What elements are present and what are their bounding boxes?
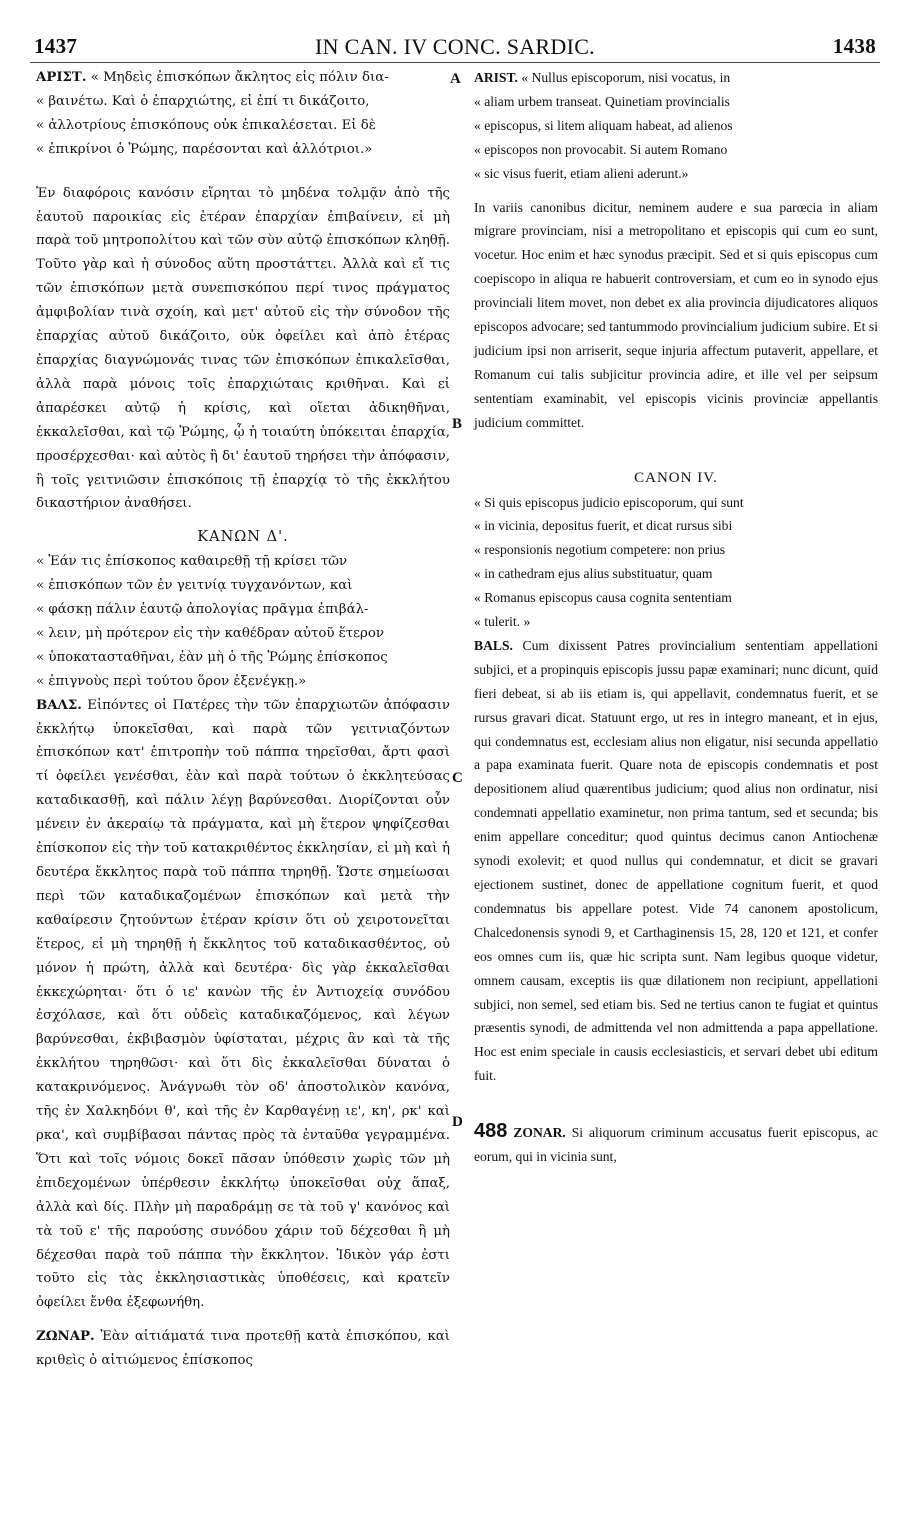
greek-canon-text: « Ἐάν τις ἐπίσκοπος καθαιρεθῇ τῇ κρίσει τῶν « ἐπισκόπων τῶν ἐν γειτνίᾳ τυγχανόντων, καὶ « φάσκῃ πάλιν ἑαυτῷ ἀπολογίας πρᾶγμα ἐπιβάλ- « λειν, μὴ πρότερον εἰς τὴν καθέδραν αὐτοῦ ἕτερον « ὑποκατασταθῆναι, ἐὰν μὴ ὁ τῆς Ῥώμης ἐπίσκοπος « ἐπιγνοὺς περὶ τούτου ὅρον ἐξενέγκῃ.»	[36, 554, 388, 689]
greek-zonar-paragraph	[36, 1325, 450, 1373]
greek-arist-label: ΑΡΙΣΤ.	[36, 70, 87, 85]
latin-canon-text: « Si quis episcopus judicio episcoporum, qui sunt « in vicinia, depositus fuerit, et dicat rursus sibi « responsionis negotium competere: non prius « in cathedram ejus alius substituatur, quam « Romanus episcopus causa cognita sententiam « tulerit. »	[474, 494, 744, 630]
greek-bals-label: ΒΑΛΣ.	[36, 697, 82, 713]
greek-zonar-label: ΖΩΝΑΡ.	[36, 1329, 95, 1345]
page-number-right: 1438	[832, 34, 876, 58]
latin-zonar-text: Si aliquorum criminum accusatus fuerit episcopus, ac eorum, qui in vicinia sunt,	[474, 1125, 878, 1165]
latin-column	[474, 66, 878, 1169]
latin-bals-text: Cum dixissent Patres provincialium sententiam appellationi subjici, et a propinquis episcopis jussu papæ examinari; nunc dicunt, quid fieri debeat, si ab iis etiam is, qui appellavit, condemnatus fuerit, et se rursus gravari dicat. Statuunt ergo, ut res in integro maneant, et in ejus, qui condemnatus est, ecclesiam alius non eligatur, nisi secunda appellatio a papa examinata fuerit. Quare nota de episcopis condemnatis et post depositionem aliud quærentibus judicium; quod alius non ordinatur, nisi condemnati appellatio examinetur, non prima tantum, sed et secunda; bis enim appellare conceditur; quod quintus decimus canon Antiochenæ synodi exolevit; et quod nullus qui condemnatur, et dicit se gravari ejectionem sustinet, donec de appellatione cognitum fuerit, et quod condemnatus bis appellare potest. Vide 74 canonem apostolicum, Chalcedonensis synodi 9, et Carthaginensis 15, 28, 120 et 121, et confer eos omnes cum iis, quæ hic scripta sunt. Nam legibus quoque videtur, omnem causam, exceptis iis quæ dilationem non recipiunt, appellationi subjici, non semel, sed etiam bis. Sed ne tertius canon te fugiat et quintus præsentis synodi, de admittenda vel non admittenda a papa appellatione. Hoc est enim speciale in causis ecclesiasticis, et servari debet ubi editum fuit.	[474, 637, 878, 1084]
latin-commentary: In variis canonibus dicitur, neminem audere e sua parœcia in aliam migrare provinciam, nisi a metropolitano et episcopis qui cum eo sunt, vocetur. Hoc enim et hæc synodus præcipit. Sed et si quis episcopus cum coepiscopo in aliqua re habuerit controversiam, et cum eo in synodo ejus provinciali litem movet, non debet ex alia provincia dijudicatores aliquos episcopos advocare; sed tantummodo provincialium judicium subire. Et si judicium ipsi non arriserit, seque injuria affectum putaverit, appellare, et Romanum cui talis subjicitur provincia adire, et ille vel per seipsum sententiam examinabit, vel episcopis vicinis provinciæ appellantis judicium committet.	[474, 199, 878, 430]
greek-column	[36, 66, 450, 1373]
latin-arist-label: ARIST.	[474, 70, 518, 85]
greek-arist-text: « Μηδεὶς ἐπισκόπων ἄκλητος εἰς πόλιν δια- « βαινέτω. Καὶ ὁ ἐπαρχιώτης, εἰ ἐπί τι δικάζοιτο, « ἀλλοτρίους ἐπισκόπους οὐκ ἐπικαλέσεται. Εἰ δὲ « ἐπικρίνοι ὁ Ῥώμης, παρέσονται καὶ ἀλλότριοι.»	[36, 70, 389, 157]
running-header	[34, 34, 876, 60]
latin-arist-paragraph	[474, 66, 878, 186]
margin-letter-c: C	[452, 770, 463, 786]
margin-letter-b: B	[452, 416, 463, 432]
latin-bals-paragraph	[474, 634, 878, 1088]
margin-letter-d: D	[452, 1114, 463, 1130]
header-rule	[30, 62, 880, 63]
latin-canon-title: CANON IV.	[634, 469, 718, 486]
latin-zonar-label: ZONAR.	[513, 1125, 566, 1141]
latin-bals-label: BALS.	[474, 637, 513, 653]
greek-canon-title: ΚΑΝΩΝ Δ'.	[197, 529, 289, 546]
page-number-left: 1437	[34, 34, 78, 58]
greek-bals-text: Εἰπόντες οἱ Πατέρες τὴν τῶν ἐπαρχιωτῶν ἀπόφασιν ἐκκλήτῳ ὑποκεῖσθαι, καὶ παρὰ τῶν γειτνιαζόντων ἐπισκόπων κατ' ἐπιτροπὴν τοῦ πάππα τηρεῖσθαι, ἄρτι φασὶ τί ὀφείλει γενέσθαι, ἐὰν καὶ παρὰ τούτων ὁ ἐκκλητεύσας καταδικασθῇ, καὶ πάλιν λέγῃ βαρύνεσθαι. Διορίζονται οὖν μένειν ἐν ἀκεραίῳ τὰ πράγματα, καὶ μὴ ἕτερον ψηφίζεσθαι ἐπίσκοπον εἰς τὴν τοῦ κατακριθέντος ἐκκλησίαν, εἰ μὴ καὶ ἡ δευτέρα ἔκκλητος παρὰ τοῦ πάππα τηρηθῇ. Ὥστε σημείωσαι περὶ τῶν καταδικαζομένων ἐπισκόπων καὶ μετὰ τὴν καθαίρεσιν ζητούντων ἑτέραν κρίσιν ὅτι οὐ χειροτονεῖται ἕτερος, εἰ μὴ τηρηθῇ ἡ ἔκκλητος τοῦ καταδικασθέντος, οὐ μόνον ἡ πρώτη, ἀλλὰ καὶ δευτέρα· δὶς γὰρ ἐκκαλεῖσθαι ἐκκεχώρηται· ὅτι ὁ ιε' κανὼν τῆς ἐν Ἀντιοχείᾳ συνόδου ἐσχόλασε, καὶ ὅτι οὐδεὶς καταδικαζόμενος, καὶ λέγων βαρύνεσθαι, ἐκβιβασμὸν ὑφίσταται, μέχρις ἂν καὶ τὰ τῆς ἐκκλήτου τηρηθῶσι· καὶ ὅτι δὶς ἐκκαλεῖσθαι δύναται ὁ κατακρινόμενος. Ἀνάγνωθι τὸν οδ' ἀποστολικὸν κανόνα, τῆς ἐν Χαλκηδόνι θ', καὶ τῆς ἐν Καρθαγένῃ ιε', κη', ρκ' καὶ ρκα', καὶ συμβίβασαι πάντας πρὸς τὰ ἐνταῦθα γεγραμμένα. Ὅτι καὶ τοῖς νόμοις δοκεῖ πᾶσαν ὑπόθεσιν χωρὶς τῶν μὴ ἐπιδεχομένων ὑπέρθεσιν ἐκκλήτῳ ὑποκεῖσθαι οὐχ ἅπαξ, ἀλλὰ καὶ δίς. Πλὴν μὴ παραδράμῃ σε τὰ τοῦ γ' κανόνος καὶ τὰ τοῦ ε' τῆς παρούσης συνόδου χάριν τοῦ δέχεσθαι ἢ μὴ δέχεσθαι παρὰ τοῦ πάππα τὴν ἔκκλητον. Ἰδικὸν γάρ ἐστι τοῦτο εἰς τὰς ἐκκλησιαστικὰς ὑποθέσεις, καὶ κρατεῖν ὀφείλει ἔνθα ἐξεφωνήθη.	[36, 697, 450, 1311]
greek-zonar-text: Ἐὰν αἰτιάματά τινα προτεθῇ κατὰ ἐπισκόπου, καὶ κριθεὶς ὁ αἰτιώμενος ἐπίσκοπος	[36, 1329, 450, 1369]
greek-commentary: Ἐν διαφόροις κανόσιν εἴρηται τὸ μηδένα τολμᾷν ἀπὸ τῆς ἑαυτοῦ παροικίας εἰς ἑτέραν ἐπαρχίαν ἐπιβαίνειν, εἰ μὴ παρὰ τοῦ μητροπολίτου καὶ τῶν σὺν αὐτῷ ἐπισκόπων κληθῇ. Τοῦτο γὰρ καὶ ἡ σύνοδος αὕτη προστάττει. Ἀλλὰ καὶ εἴ τις τῶν ἐπισκόπων μετὰ συνεπισκόπου περί τινος πράγματος ἀμφιβολίαν τινὰ σχοίη, καὶ μετ' αὐτοῦ εἰς τὴν σύνοδον τῆς ἐπαρχίας αὐτοῦ δικάζοιτο, οὐκ ὀφείλει καὶ ἀπὸ ἑτέρας ἐπαρχίας διαγνώμονάς τινας τῶν ἐπισκόπων ἐπικαλεῖσθαι, ἀλλὰ παρὰ μόνοις τοῖς ἐπαρχιώταις κριθῆναι. Καὶ εἰ ἀπαρέσκει αὐτῷ ἡ κρίσις, καὶ οἴεται ἀδικηθῆναι, ἐκκαλεῖσθαι, καὶ τῷ Ῥώμης, ᾧ ἡ τοιαύτη ὑπόκειται ἐπαρχία, προσέρχεσθαι· καὶ αὐτὸς ἢ δι' ἑαυτοῦ τηρήσει τὴν ἀπόφασιν, ἢ τοῖς γειτνιῶσιν ἐπισκόποις τῇ ἐπαρχίᾳ τὸ τῆς ἐκκλήτου δικαστήριον ἀναθήσει.	[36, 185, 450, 512]
margin-letter-a: A	[450, 71, 461, 87]
greek-arist-paragraph	[36, 66, 450, 162]
column-number: 488	[474, 1120, 508, 1143]
latin-arist-text: « Nullus episcoporum, nisi vocatus, in « aliam urbem transeat. Quinetiam provincialis « episcopus, si litem aliquam habeat, ad alienos « episcopos non provocabit. Si autem Romano « sic visus fuerit, etiam alieni aderunt.»	[474, 70, 733, 181]
running-title: IN CAN. IV CONC. SARDIC.	[315, 34, 595, 59]
greek-bals-paragraph	[36, 694, 450, 1316]
latin-zonar-paragraph	[474, 1120, 878, 1169]
